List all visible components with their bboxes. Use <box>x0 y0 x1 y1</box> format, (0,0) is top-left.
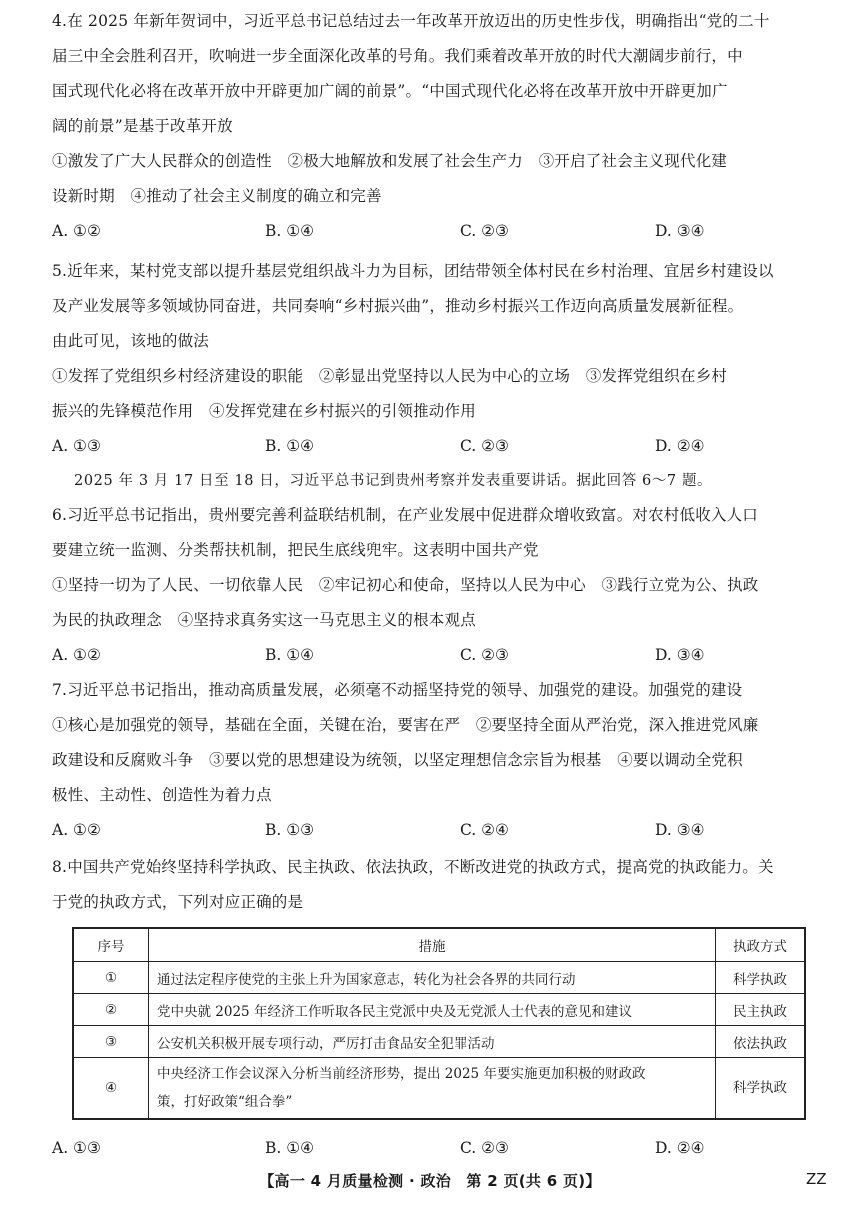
question-7-line: 极性、主动性、创造性为着力点 <box>52 786 272 804</box>
table-cell-measure-line: 中央经济工作会议深入分析当前经济形势，提出 2025 年要实施更加积极的财政政 <box>157 1066 646 1082</box>
table-cell-way: 民主执政 <box>716 994 806 1026</box>
option-a[interactable]: A. ①③ <box>52 1139 101 1157</box>
question-8-options <box>52 1131 832 1166</box>
table-cell-way: 依法执政 <box>716 1026 806 1058</box>
option-d[interactable]: D. ③④ <box>655 646 705 664</box>
option-c[interactable]: C. ②③ <box>460 437 509 455</box>
page-footer: 【高一 4 月质量检测 · 政治 第 2 页(共 6 页)】 <box>259 1172 601 1190</box>
question-4-line: 设新时期 ④推动了社会主义制度的确立和完善 <box>52 187 382 205</box>
question-4 <box>52 4 832 249</box>
option-d[interactable]: D. ③④ <box>655 821 705 839</box>
option-d[interactable]: D. ③④ <box>655 222 705 240</box>
option-a[interactable]: A. ①② <box>52 646 101 664</box>
table-row <box>73 1026 805 1058</box>
question-7-line: 政建设和反腐败斗争 ③要以党的思想建设为统领，以坚定理想信念宗旨为根基 ④要以调动全党积 <box>52 751 743 769</box>
table-cell-way: 科学执政 <box>716 1058 806 1120</box>
option-c[interactable]: C. ②③ <box>460 1139 509 1157</box>
question-4-line: 国式现代化必将在改革开放中开辟更加广阔的前景”。“中国式现代化必将在改革开放中开辟更加广 <box>52 82 728 100</box>
question-4-line: ①激发了广大人民群众的创造性 ②极大地解放和发展了社会生产力 ③开启了社会主义现代化建 <box>52 152 728 170</box>
option-b[interactable]: B. ①④ <box>265 646 315 664</box>
option-a[interactable]: A. ①③ <box>52 437 101 455</box>
question-6-line: ①坚持一切为了人民、一切依靠人民 ②牢记初心和使命，坚持以人民为中心 ③践行立党为公、执政 <box>52 576 759 594</box>
question-8 <box>52 850 832 920</box>
table-header-row <box>73 928 805 962</box>
option-d[interactable]: D. ②④ <box>655 1139 705 1157</box>
table-header-no: 序号 <box>73 928 149 962</box>
question-5-line: 由此可见，该地的做法 <box>52 332 210 350</box>
option-b[interactable]: B. ①④ <box>265 437 315 455</box>
question-8-answer-block <box>52 1131 832 1166</box>
question-5-options <box>52 429 832 464</box>
question-6-line: 要建立统一监测、分类帮扶机制，把民生底线兜牢。这表明中国共产党 <box>52 541 539 559</box>
question-6-line: 6.习近平总书记指出，贵州要完善利益联结机制，在产业发展中促进群众增收致富。对农村低收入人口 <box>52 506 758 524</box>
question-4-line: 阔的前景”是基于改革开放 <box>52 117 233 135</box>
question-7-line: ①核心是加强党的领导，基础在全面，关键在治，要害在严 ②要坚持全面从严治党，深入推进党风廉 <box>52 716 759 734</box>
question-5-line: ①发挥了党组织乡村经济建设的职能 ②彰显出党坚持以人民为中心的立场 ③发挥党组织在乡村 <box>52 367 728 385</box>
table-cell-measure-line: 策，打好政策“组合拳” <box>157 1094 293 1110</box>
question-4-options <box>52 214 832 249</box>
option-b[interactable]: B. ①③ <box>265 821 315 839</box>
option-b[interactable]: B. ①④ <box>265 222 315 240</box>
question-6-line: 为民的执政理念 ④坚持求真务实这一马克思主义的根本观点 <box>52 611 476 629</box>
table-row <box>73 962 805 994</box>
question-7-line: 7.习近平总书记指出，推动高质量发展，必须毫不动摇坚持党的领导、加强党的建设。加强党的建设 <box>52 681 743 699</box>
option-d[interactable]: D. ②④ <box>655 437 705 455</box>
question-5-line: 振兴的先锋模范作用 ④发挥党建在乡村振兴的引领推动作用 <box>52 402 476 420</box>
option-c[interactable]: C. ②④ <box>460 821 509 839</box>
table-row <box>73 994 805 1026</box>
table-cell-measure <box>149 1058 716 1120</box>
question-4-line: 届三中全会胜利召开，吹响进一步全面深化改革的号角。我们乘着改革开放的时代大潮阔步前行，中 <box>52 47 743 65</box>
table-header-measure: 措施 <box>149 928 716 962</box>
question-7-options <box>52 813 832 848</box>
question-6 <box>52 498 832 673</box>
option-a[interactable]: A. ①② <box>52 222 101 240</box>
table-cell-no: ④ <box>73 1058 149 1120</box>
question-4-line: 4.在 2025 年新年贺词中，习近平总书记总结过去一年改革开放迈出的历史性步伐，明确指出“党的二十 <box>52 12 770 30</box>
option-c[interactable]: C. ②③ <box>460 646 509 664</box>
table-cell-measure: 通过法定程序使党的主张上升为国家意志，转化为社会各界的共同行动 <box>149 962 716 994</box>
question-8-line: 于党的执政方式，下列对应正确的是 <box>52 893 304 911</box>
table-cell-measure: 公安机关积极开展专项行动，严厉打击食品安全犯罪活动 <box>149 1026 716 1058</box>
option-c[interactable]: C. ②③ <box>460 222 509 240</box>
question-5 <box>52 254 832 464</box>
table-header-way: 执政方式 <box>716 928 806 962</box>
option-a[interactable]: A. ①② <box>52 821 101 839</box>
question-5-line: 及产业发展等多领域协同奋进，共同奏响“乡村振兴曲”，推动乡村振兴工作迈向高质量发展新征程。 <box>52 297 744 315</box>
table-cell-no: ② <box>73 994 149 1026</box>
option-b[interactable]: B. ①④ <box>265 1139 315 1157</box>
measures-table <box>72 927 806 1120</box>
question-5-line: 5.近年来，某村党支部以提升基层党组织战斗力为目标，团结带领全体村民在乡村治理、宜居乡村建设以 <box>52 262 774 280</box>
question-6-options <box>52 638 832 673</box>
subject-code: ZZ <box>806 1170 827 1188</box>
group-intro: 2025 年 3 月 17 日至 18 日，习近平总书记到贵州考察并发表重要讲话。据此回答 6～7 题。 <box>74 473 713 489</box>
question-8-line: 8.中国共产党始终坚持科学执政、民主执政、依法执政，不断改进党的执政方式，提高党的执政能力。关 <box>52 858 774 876</box>
table-cell-way: 科学执政 <box>716 962 806 994</box>
table-cell-no: ① <box>73 962 149 994</box>
table-row <box>73 1058 805 1120</box>
table-cell-measure: 党中央就 2025 年经济工作听取各民主党派中央及无党派人士代表的意见和建议 <box>149 994 716 1026</box>
question-7 <box>52 673 832 848</box>
table-cell-no: ③ <box>73 1026 149 1058</box>
